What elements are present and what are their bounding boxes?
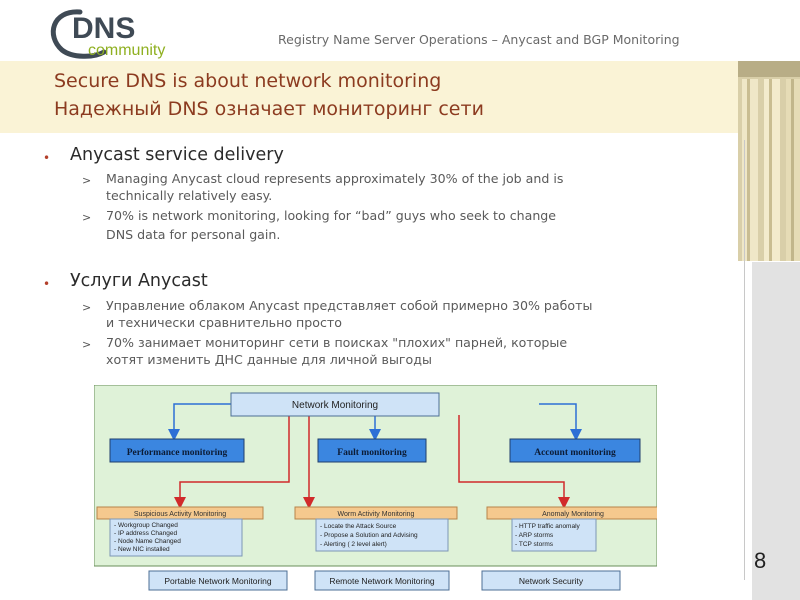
divider-line [744, 140, 745, 580]
list-item: 70% занимает мониторинг сети в поисках "плохих" парней, которые хотят изменить ДНС данные для личной выгоды [106, 335, 568, 367]
diagram-category-label: Fault monitoring [337, 448, 407, 458]
diagram-bottom-box [482, 571, 620, 590]
slide-title-ru: Надежный DNS означает мониторинг сети [54, 98, 484, 120]
diagram-subgroup [295, 507, 457, 551]
page-number: 8 [754, 548, 767, 573]
diagram-list-item: - ARP storms [515, 532, 554, 539]
slide-title-en: Secure DNS is about network monitoring [54, 70, 442, 92]
diagram-subgroup [97, 507, 263, 556]
dns-community-logo [44, 6, 184, 60]
diagram-category-label: Account monitoring [534, 448, 616, 458]
chevron-right-icon: > [82, 338, 92, 351]
chevron-right-icon: > [82, 211, 92, 224]
logo-sub-text: community [88, 42, 166, 59]
diagram-bottom-label: Remote Network Monitoring [329, 576, 435, 586]
diagram-category-label: Performance monitoring [126, 448, 228, 458]
diagram-list-item: - Locate the Attack Source [320, 523, 397, 530]
header-subtitle: Registry Name Server Operations – Anycast and BGP Monitoring [278, 32, 680, 47]
diagram-bottom-box [149, 571, 287, 590]
section-heading-en: Anycast service delivery [70, 145, 284, 165]
chevron-right-icon: > [82, 301, 92, 314]
list-item: 70% is network monitoring, looking for “bad” guys who seek to change DNS data for personal gain. [106, 208, 557, 242]
diagram-subgroup-title: Anomaly Monitoring [542, 511, 604, 518]
diagram-subgroup-title: Worm Activity Monitoring [337, 511, 415, 518]
diagram-list-item: - New NIC installed [114, 546, 170, 553]
list-item: Управление облаком Anycast представляет собой примерно 30% работы и технически сравнительно просто [106, 298, 593, 330]
chevron-right-icon: > [82, 174, 92, 187]
decorative-columns-image [738, 61, 800, 261]
diagram-bottom-label: Portable Network Monitoring [164, 576, 272, 586]
diagram-list-item: - TCP storms [515, 541, 554, 548]
diagram-root-label: Network Monitoring [291, 400, 379, 411]
diagram-root-box [231, 393, 439, 416]
diagram-list-item: - Alerting ( 2 level alert) [320, 541, 387, 548]
network-monitoring-diagram [94, 385, 657, 592]
list-item: Managing Anycast cloud represents approximately 30% of the job and is technically relatively easy. [106, 171, 564, 203]
diagram-list-item: - Propose a Solution and Advising [320, 532, 418, 539]
diagram-bottom-label: Network Security [518, 576, 584, 586]
bullet-icon: • [43, 151, 51, 165]
diagram-category-box [510, 439, 640, 462]
diagram-list-item: - IP address Changed [114, 530, 178, 537]
diagram-list-item: - Node Name Changed [114, 538, 181, 545]
diagram-category-box [110, 439, 244, 462]
logo-main-text: DNS [72, 12, 136, 45]
section-heading-ru: Услуги Anycast [70, 271, 208, 291]
diagram-list-item: - HTTP traffic anomaly [515, 523, 580, 530]
diagram-list-item: - Workgroup Changed [114, 522, 178, 529]
bullet-icon: • [43, 277, 51, 291]
diagram-bottom-box [315, 571, 449, 590]
diagram-category-box [318, 439, 426, 462]
diagram-subgroup-title: Suspicious Activity Monitoring [133, 511, 227, 518]
